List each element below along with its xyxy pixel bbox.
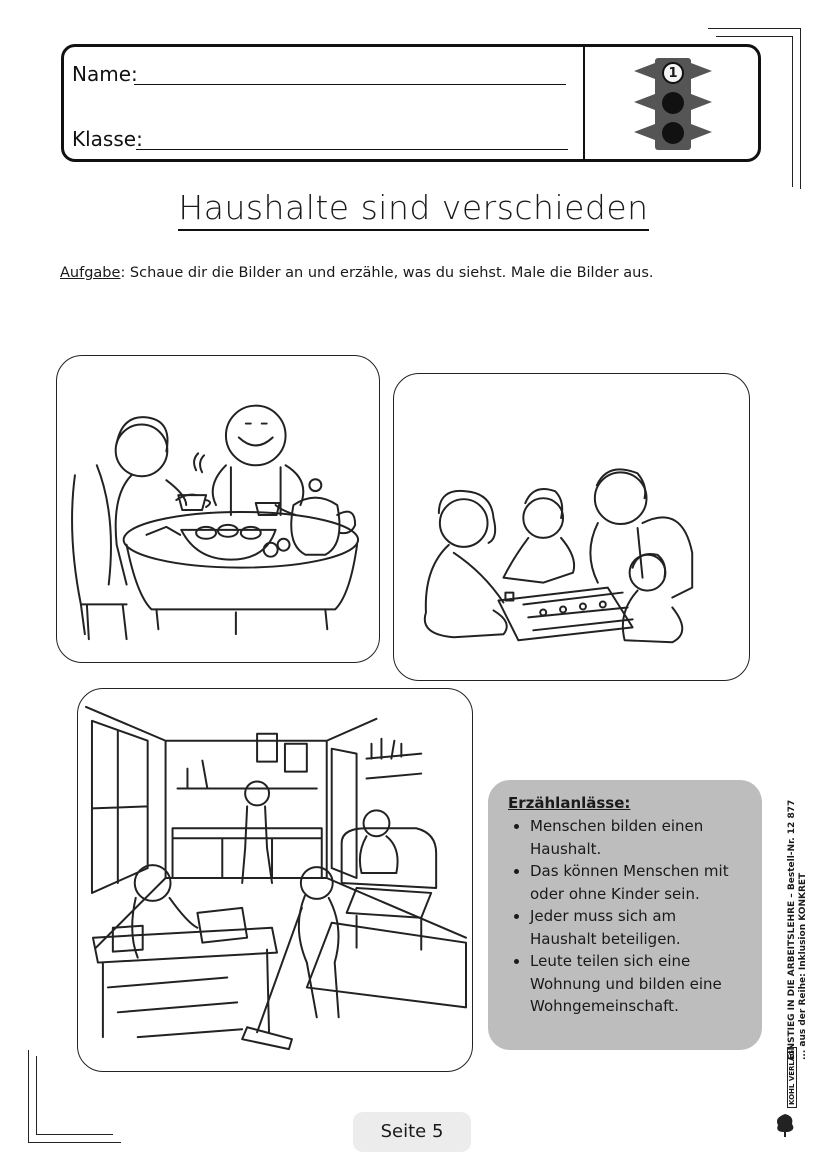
name-field[interactable] [134, 84, 566, 85]
apartment-illustration [78, 689, 472, 1071]
publisher-side-text [787, 775, 809, 1060]
tree-logo-icon [772, 1110, 798, 1138]
lamp-bottom [662, 122, 684, 144]
header-divider [583, 46, 585, 160]
grandparents-illustration [57, 356, 379, 662]
family-illustration [394, 374, 749, 680]
side-text-line1: EINSTIEG IN DIE ARBEITSLEHRE – Bestell-Nr. 12 877 [787, 799, 797, 1060]
task-label: Aufgabe [60, 265, 121, 281]
lamp-middle [662, 92, 684, 114]
page-title-text: Haushalte sind verschieden [178, 188, 648, 231]
storytelling-prompts-box [488, 780, 762, 1050]
prompts-heading: Erzählanlässe: [508, 794, 631, 812]
class-field[interactable] [136, 149, 568, 150]
traffic-light-icon [634, 58, 714, 150]
prompts-list [508, 815, 744, 1018]
page-number: Seite 5 [353, 1112, 471, 1152]
prompt-item: • Jeder muss sich am Haushalt beteiligen. [530, 905, 744, 950]
level-lamp [662, 62, 684, 84]
class-label: Klasse: [72, 127, 143, 151]
task-text: : Schaue dir die Bilder an und erzähle, was du siehst. Male die Bilder aus. [120, 265, 654, 281]
page-title [0, 188, 827, 227]
publisher-label: KOHL VERLAG [787, 1047, 797, 1108]
prompt-item: • Menschen bilden einen Haushalt. [530, 815, 744, 860]
name-label: Name: [72, 62, 138, 86]
picture-shared-apartment [77, 688, 473, 1072]
picture-family-board-game [393, 373, 750, 681]
picture-grandparents-breakfast [56, 355, 380, 663]
task-instruction [60, 265, 654, 281]
prompt-item: • Leute teilen sich eine Wohnung und bilden eine Wohngemeinschaft. [530, 950, 744, 1018]
prompt-item: • Das können Menschen mit oder ohne Kinder sein. [530, 860, 744, 905]
level-number: 1 [668, 65, 678, 81]
side-text-line2: ... aus der Reihe: Inklusion KONKRET [798, 872, 808, 1060]
